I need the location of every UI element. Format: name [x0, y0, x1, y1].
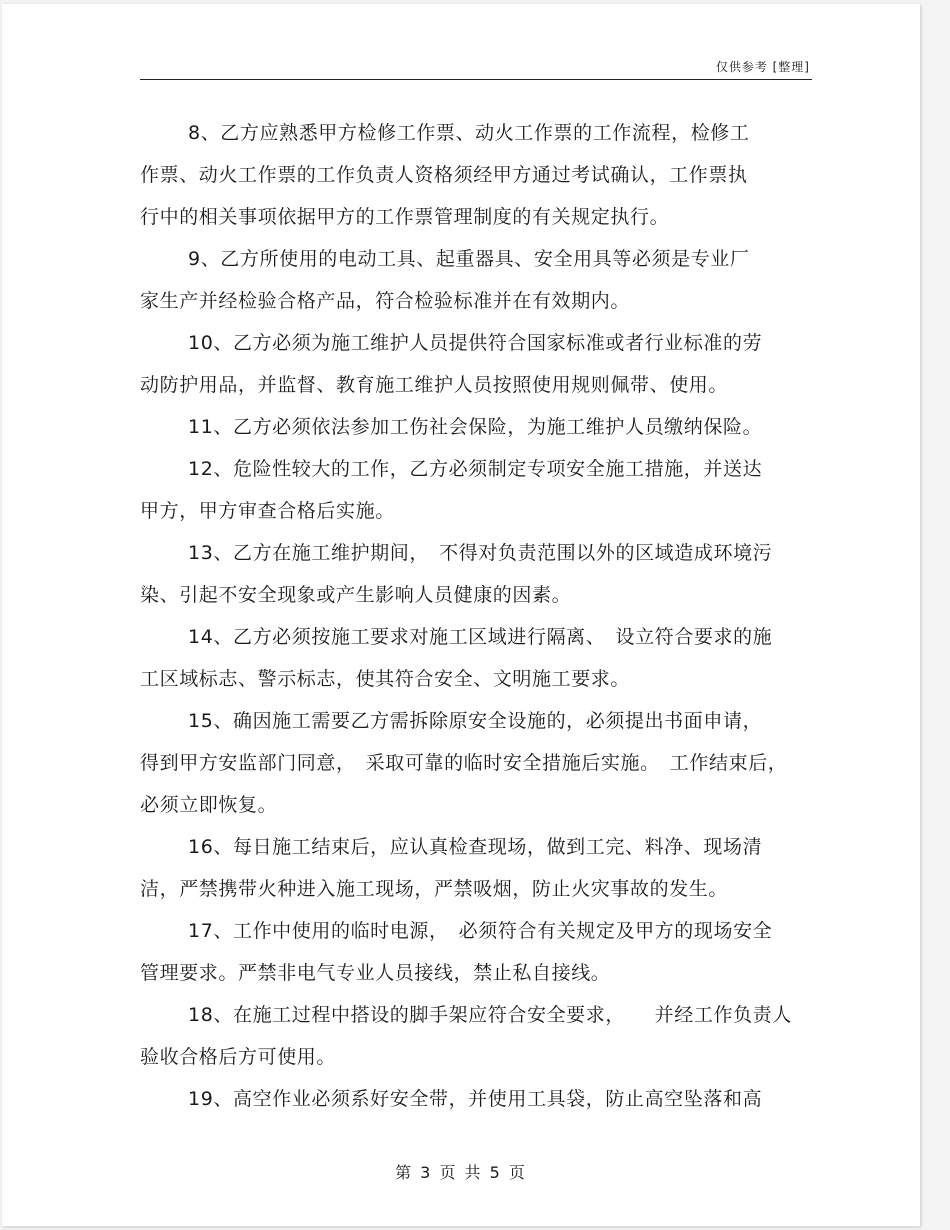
text-line: 工区域标志、警示标志，使其符合安全、文明施工要求。	[140, 668, 631, 690]
text-line: 验收合格后方可使用。	[140, 1046, 337, 1068]
text-line: 9、乙方所使用的电动工具、起重器具、安全用具等必须是专业厂	[188, 248, 750, 270]
text-line: 必须立即恢复。	[140, 794, 278, 816]
paragraph-17	[140, 910, 810, 994]
text-line: 12、危险性较大的工作，乙方必须制定专项安全施工措施，并送达	[188, 458, 763, 480]
text-line: 15、确因施工需要乙方需拆除原安全设施的，必须提出书面申请，	[188, 710, 763, 732]
paragraph-16	[140, 826, 810, 910]
paragraph-15	[140, 700, 810, 826]
text-line: 动防护用品，并监督、教育施工维护人员按照使用规则佩带、使用。	[140, 374, 729, 396]
text-line: 19、高空作业必须系好安全带，并使用工具袋，防止高空坠落和高	[188, 1088, 763, 1110]
text-line: 染、引起不安全现象或产生影响人员健康的因素。	[140, 584, 572, 606]
text-line: 13、乙方在施工维护期间， 不得对负责范围以外的区域造成环境污	[188, 542, 773, 564]
header-divider	[140, 79, 812, 80]
text-line: 管理要求。严禁非电气专业人员接线，禁止私自接线。	[140, 962, 611, 984]
header-note: 仅供参考 [整理]	[715, 60, 810, 74]
paragraph-12	[140, 448, 810, 532]
paragraph-8	[140, 112, 810, 238]
text-line: 18、在施工过程中搭设的脚手架应符合安全要求， 并经工作负责人	[188, 1004, 792, 1026]
text-line: 家生产并经检验合格产品，符合检验标准并在有效期内。	[140, 290, 631, 312]
paragraph-9	[140, 238, 810, 322]
text-line: 10、乙方必须为施工维护人员提供符合国家标准或者行业标准的劳	[188, 332, 763, 354]
document-body	[140, 112, 810, 1120]
text-line: 行中的相关事项依据甲方的工作票管理制度的有关规定执行。	[140, 206, 670, 228]
text-line: 14、乙方必须按施工要求对施工区域进行隔离、 设立符合要求的施	[188, 626, 773, 648]
text-line: 甲方，甲方审查合格后实施。	[140, 500, 395, 522]
text-line: 8、乙方应熟悉甲方检修工作票、动火工作票的工作流程，检修工	[188, 122, 750, 144]
page-number-footer: 第 3 页 共 5 页	[395, 1163, 527, 1182]
text-line: 17、工作中使用的临时电源， 必须符合有关规定及甲方的现场安全	[188, 920, 773, 942]
paragraph-11	[140, 406, 810, 448]
text-line: 作票、动火工作票的工作负责人资格须经甲方通过考试确认，工作票执	[140, 164, 748, 186]
document-page	[2, 4, 920, 1226]
paragraph-18	[140, 994, 810, 1078]
paragraph-19	[140, 1078, 810, 1120]
text-line: 16、每日施工结束后，应认真检查现场，做到工完、料净、现场清	[188, 836, 763, 858]
text-line: 得到甲方安监部门同意， 采取可靠的临时安全措施后实施。 工作结束后，	[140, 752, 788, 774]
paragraph-14	[140, 616, 810, 700]
text-line: 11、乙方必须依法参加工伤社会保险，为施工维护人员缴纳保险。	[188, 416, 763, 438]
paragraph-13	[140, 532, 810, 616]
text-line: 洁，严禁携带火种进入施工现场，严禁吸烟，防止火灾事故的发生。	[140, 878, 729, 900]
paragraph-10	[140, 322, 810, 406]
